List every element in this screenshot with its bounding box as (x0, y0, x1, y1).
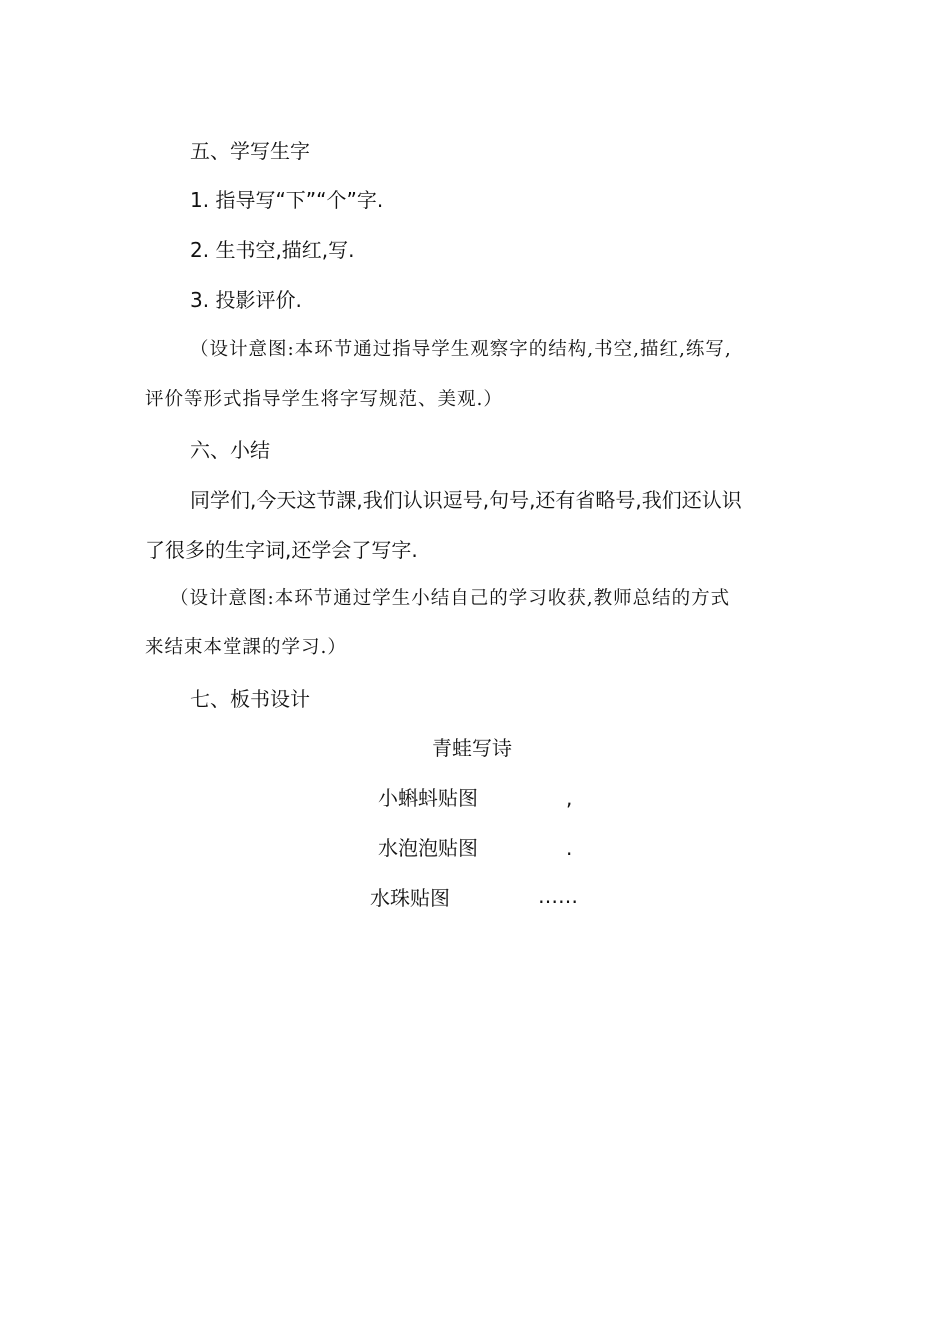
board-row-3-mark: …… (538, 884, 578, 908)
section-5-intent-line-1: （设计意图:本环节通过指导学生观察字的结构,书空,描红,练写, (190, 339, 732, 360)
section-7-heading: 七、板书设计 (190, 687, 310, 711)
section-5-heading: 五、学写生字 (190, 139, 310, 163)
board-row-1-label: 小蝌蚪贴图 (378, 786, 478, 810)
section-5-intent-line-2: 评价等形式指导学生将字写规范、美观.） (145, 389, 503, 410)
section-5-item-3: 3. 投影评价. (190, 288, 302, 312)
board-row-2-mark: . (566, 836, 573, 860)
board-row-3-label: 水珠贴图 (370, 886, 450, 910)
section-6-intent-line-1: （设计意图:本环节通过学生小结自己的学习收获,教师总结的方式 (170, 588, 731, 609)
section-6-paragraph-line-2: 了很多的生字词,还学会了写字. (145, 538, 418, 562)
section-6-paragraph-line-1: 同学们,今天这节課,我们认识逗号,句号,还有省略号,我们还认识 (190, 488, 742, 512)
section-6-intent-line-2: 来结束本堂課的学习.） (145, 637, 347, 658)
board-row-1-mark: , (566, 786, 573, 810)
board-row-2-label: 水泡泡贴图 (378, 836, 478, 860)
section-5-item-2: 2. 生书空,描红,写. (190, 238, 355, 262)
section-5-item-1: 1. 指导写“下”“个”字. (190, 188, 384, 212)
section-6-heading: 六、小结 (190, 438, 270, 462)
board-title: 青蛙写诗 (432, 736, 512, 760)
